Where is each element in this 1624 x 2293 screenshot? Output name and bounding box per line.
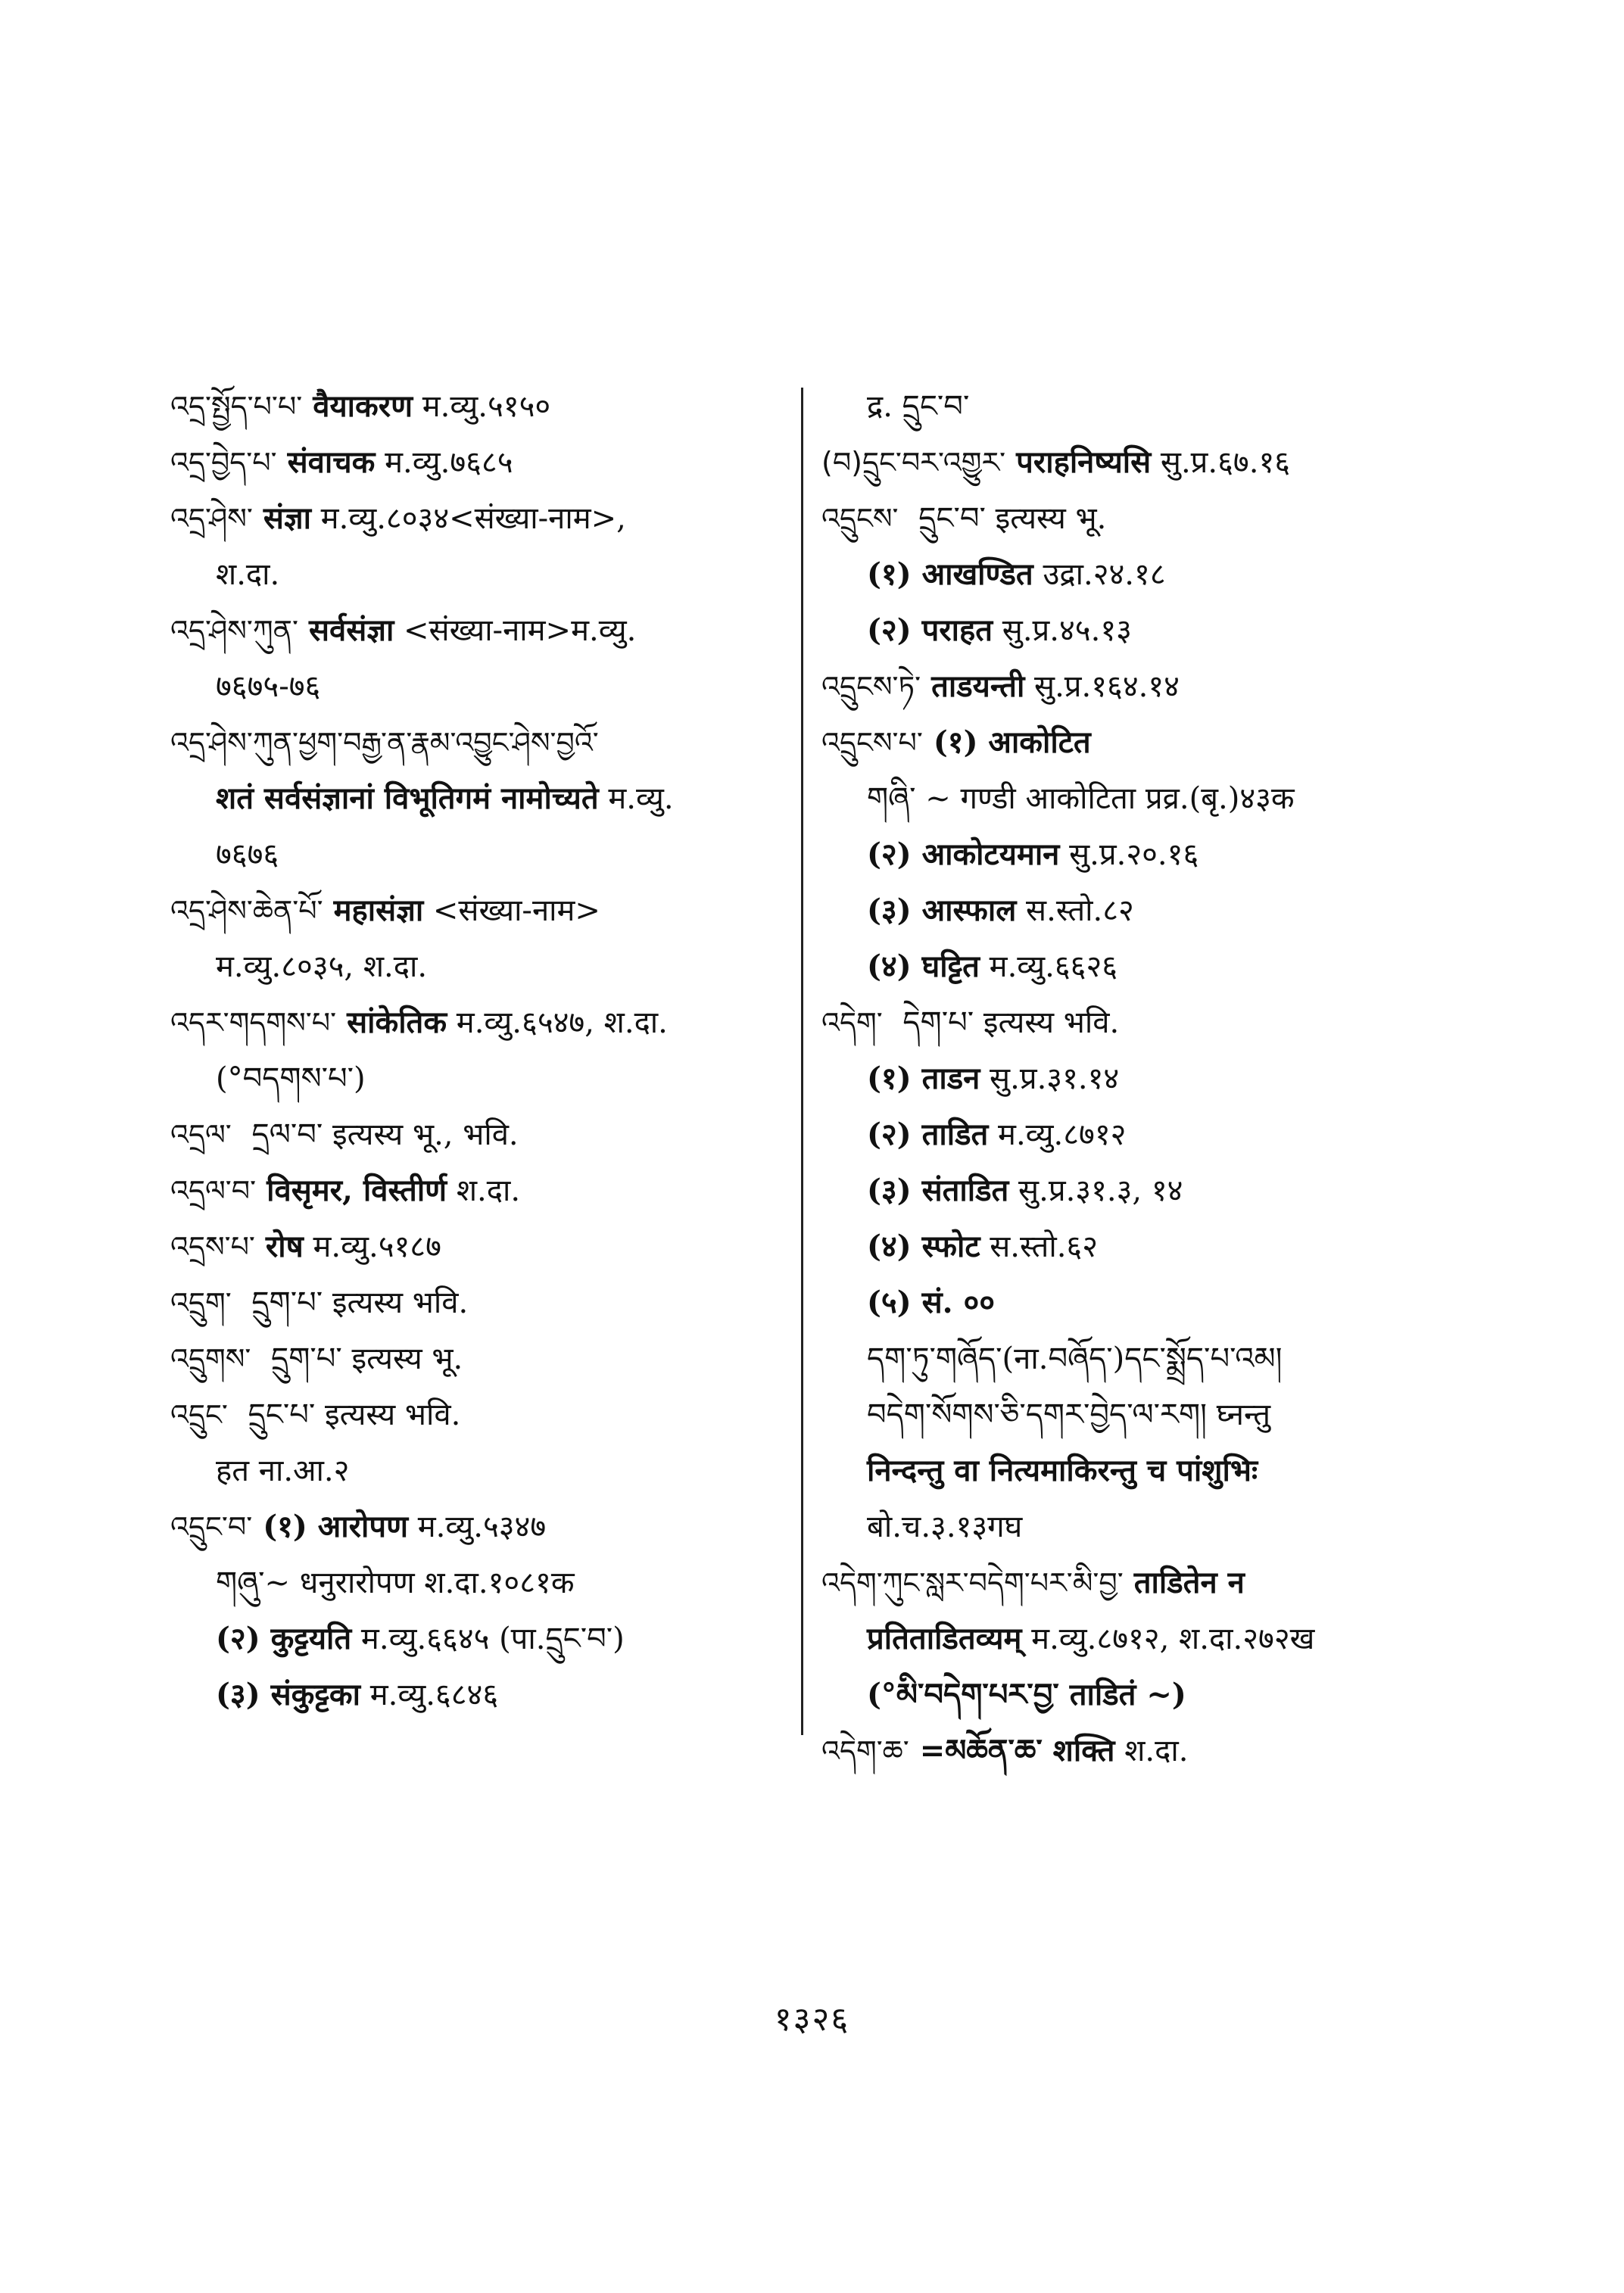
entry-line: [821, 1723, 1188, 1779]
tibetan-headword: འདར་གདགས་པ་: [170, 1006, 337, 1039]
reference-text: དེག་པ་ इत्यस्य भवि.: [893, 1005, 1120, 1040]
sanskrit-gloss: प्रतिताडितव्यम्: [867, 1621, 1022, 1656]
tibetan-headword: འདྲུག་: [170, 1286, 232, 1319]
tibetan-headword: འདྲུངས་པ་: [821, 726, 923, 759]
entry-line: [821, 995, 1119, 1051]
tibetan-headword: འདྲ་ཤེས་ཆེན་པོ་: [170, 894, 323, 927]
reference-text: म.व्यु.५३४७: [408, 1509, 547, 1544]
reference-text: सु.प्र.३१.३, १४: [1008, 1173, 1183, 1208]
entry-line: [170, 715, 609, 771]
reference-text: श.दा.: [1114, 1734, 1189, 1768]
entry-line: [867, 939, 1117, 995]
reference-text: म.व्यु.८०३४<संख्या-नाम>,: [310, 501, 626, 536]
entry-line: [170, 603, 636, 659]
reference-text: श.दा.: [447, 1173, 521, 1208]
reference-text: म.व्यु.८७१२: [988, 1117, 1127, 1152]
entry-line: [867, 379, 969, 435]
sanskrit-gloss: निन्दन्तु वा नित्यमाकिरन्तु च पांशुभिः: [867, 1453, 1258, 1488]
entry-line: [216, 827, 279, 883]
entry-line: [216, 1667, 498, 1723]
entry-line: [216, 547, 279, 603]
tibetan-headword: འདྲ་ཤེས་: [170, 502, 253, 535]
reference-text: གཞུ་~ धनुरारोपण श.दा.१०८१क: [216, 1566, 575, 1600]
tibetan-headword: འདྲུགས་: [170, 1342, 251, 1375]
entry-line: [867, 883, 1134, 939]
entry-line: [867, 1163, 1183, 1219]
sanskrit-gloss: (°མི་བདེག་པར་བྱ་ ताडितं ~): [867, 1677, 1186, 1712]
sanskrit-gloss: शतं सर्वसंज्ञानां विभूतिगमं नामोच्यते: [216, 780, 599, 816]
sanskrit-gloss: (२) पराहत: [867, 612, 993, 648]
tibetan-headword: འདྲས་པ་: [170, 1230, 255, 1263]
sanskrit-gloss: (२) आकोटयमान: [867, 837, 1060, 872]
sanskrit-gloss: (२) ताडित: [867, 1117, 989, 1152]
entry-line: [821, 659, 1180, 715]
reference-text: དྲུང་བ་ इत्यस्य भू.: [909, 501, 1107, 536]
reference-text: स.स्तो.६२: [980, 1229, 1099, 1264]
entry-line: [867, 1331, 1282, 1387]
sanskrit-gloss: (२) कुट्टयति: [216, 1621, 352, 1656]
reference-text: <संख्या-नाम>म.व्यु.: [394, 613, 637, 648]
reference-text: <संख्या-नाम>: [423, 893, 600, 928]
sanskrit-gloss: पराहनिष्यसि: [1016, 444, 1152, 480]
entry-line: [867, 1499, 1022, 1555]
tibetan-headword: འདྲ་བྱེད་པ་: [170, 446, 277, 479]
entry-line: [867, 771, 1295, 827]
reference-text: དྲུག་པ་ इत्यस्य भवि.: [242, 1285, 469, 1320]
entry-line: [170, 491, 626, 547]
sanskrit-gloss: (१) ताडन: [867, 1061, 980, 1096]
entry-line: [170, 1163, 520, 1219]
entry-line: [216, 771, 674, 827]
entry-line: [867, 1611, 1314, 1667]
sanskrit-gloss: संवाचक: [287, 444, 376, 480]
reference-text: श.दा.: [216, 557, 280, 592]
reference-text: བདེག་སོགས་ཅི་དགར་བྱེད་ལ་རག། घ्नन्तु: [867, 1397, 1271, 1432]
sanskrit-gloss: (१) आकोटित: [933, 724, 1091, 760]
sanskrit-gloss: (३) संताडित: [867, 1173, 1009, 1208]
entry-line: [170, 379, 550, 435]
entry-line: [170, 995, 668, 1051]
entry-line: [216, 1051, 366, 1107]
sanskrit-gloss: (१) आरोपण: [263, 1509, 409, 1544]
reference-text: म.व्यु.६८४६: [360, 1678, 499, 1712]
reference-text: सु.प्र.३१.१४: [980, 1061, 1120, 1096]
tibetan-headword: འདྲ་ཤེས་ཀུན་ཕྱག་བརྒྱ་ན་རྣམ་འབྱུང་ཤེས་བྱའོ་: [170, 726, 599, 759]
entry-line: [867, 1387, 1270, 1443]
entry-line: [821, 1555, 1245, 1611]
entry-line: [867, 827, 1199, 883]
sanskrit-gloss: सर्वसंज्ञा: [309, 612, 394, 648]
tibetan-headword: འདེག་ཆ་: [821, 1734, 909, 1768]
reference-text: དྲུང་པ་ इत्यस्य भवि.: [238, 1397, 461, 1432]
entry-line: [170, 1275, 468, 1331]
tibetan-headword: འདྲ་སྤྱོད་པ་པ་: [170, 390, 303, 423]
sanskrit-gloss: रोष: [265, 1229, 304, 1264]
sanskrit-gloss: संज्ञा: [263, 500, 311, 536]
sanskrit-gloss: महासंज्ञा: [333, 893, 424, 928]
entry-line: [867, 1219, 1098, 1275]
reference-text: དྲལ་བ་ इत्यस्य भू., भवि.: [242, 1117, 519, 1152]
entry-line: [867, 547, 1166, 603]
reference-text: सु.प्र.२०.१६: [1059, 837, 1199, 872]
tibetan-headword: འདྲ་ཤེས་ཀུན་: [170, 614, 298, 647]
sanskrit-gloss: सांकेतिक: [347, 1005, 447, 1040]
tibetan-headword: འདྲུང་བ་: [170, 1510, 253, 1544]
entry-line: [170, 1219, 441, 1275]
sanskrit-gloss: (५) सं. ००: [867, 1285, 996, 1320]
sanskrit-gloss: ताडितेन न: [1133, 1565, 1245, 1600]
sanskrit-gloss: (४) स्फोट: [867, 1229, 980, 1264]
tibetan-headword: འདྲལ་བ་: [170, 1174, 257, 1207]
page-number: १३२६: [774, 2000, 850, 2039]
entry-line: [216, 659, 320, 715]
entry-line: [170, 435, 513, 491]
reference-text: གཞི་ ~ गण्डी आकोटिता प्रव्र.(बृ.)४३क: [867, 781, 1295, 816]
sanskrit-gloss: (३) संकुट्टका: [216, 1677, 360, 1712]
reference-text: དྲུག་པ་ इत्यस्य भू.: [261, 1341, 463, 1376]
entry-line: [867, 1275, 995, 1331]
sanskrit-gloss: (१) आखण्डित: [867, 556, 1033, 592]
sanskrit-gloss: (४) घट्टित: [867, 949, 980, 984]
tibetan-headword: འདྲུངས་: [821, 502, 899, 535]
reference-text: म.व्यु.६६४५ (पा.དྲུང་བ་): [351, 1622, 625, 1656]
entry-line: [821, 435, 1290, 491]
reference-text: उद्रा.२४.१८: [1033, 557, 1166, 592]
tibetan-headword: (བ)དྲུང་བར་འགྱུར་: [821, 446, 1006, 479]
entry-line: [821, 491, 1106, 547]
reference-text: म.व्यु.: [598, 781, 674, 816]
reference-text: स.स्तो.८२: [1016, 893, 1134, 928]
reference-text: बो.च.३.१३गघ: [867, 1509, 1023, 1544]
entry-line: [867, 1051, 1119, 1107]
sanskrit-gloss: ताडयन्ती: [931, 668, 1025, 704]
entry-line: [216, 939, 427, 995]
reference-text: हत ना.आ.२: [216, 1453, 350, 1488]
sanskrit-gloss: =མཆོན་ཆ་ शक्ति: [919, 1733, 1115, 1768]
reference-text: सु.प्र.६७.१६: [1151, 445, 1291, 480]
sanskrit-gloss: (३) आस्फाल: [867, 893, 1017, 928]
entry-line: [867, 1107, 1126, 1163]
reference-text: द्र. དྲུང་བ་: [867, 389, 970, 424]
reference-text: सु.प्र.१६४.१४: [1024, 669, 1180, 704]
entry-line: [170, 1107, 519, 1163]
column-divider: [801, 388, 803, 1735]
reference-text: म.व्यु.८७१२, श.दा.२७२ख: [1021, 1622, 1315, 1656]
entry-line: [867, 1667, 1186, 1723]
entry-line: [867, 603, 1132, 659]
reference-text: དག་ཏུ་གཞོད་(ना.བཞོད་)དང་སྨྲོད་པ་འམ།: [867, 1341, 1283, 1376]
reference-text: म.व्यु.८०३५, श.दा.: [216, 949, 428, 984]
sanskrit-gloss: विसृमर, विस्तीर्ण: [267, 1173, 447, 1208]
tibetan-headword: འདྲུང་: [170, 1398, 228, 1432]
entry-line: [216, 1611, 625, 1667]
reference-text: म.व्यु.६५४७, श.दा.: [447, 1005, 668, 1040]
sanskrit-gloss: वैयाकरण: [313, 388, 413, 424]
reference-text: (°བདགས་པ་): [216, 1061, 366, 1096]
entry-line: [170, 883, 600, 939]
tibetan-headword: འདྲལ་: [170, 1118, 232, 1151]
reference-text: म.व्यु.५१८७: [303, 1229, 441, 1264]
tibetan-headword: འདེག་: [821, 1006, 883, 1039]
reference-text: सु.प्र.४५.१३: [993, 613, 1132, 648]
tibetan-headword: འདེག་ཀུང་སླར་བདེག་པར་མི་བྱ་: [821, 1566, 1124, 1600]
tibetan-headword: འདྲུངས་ཏེ་: [821, 670, 921, 703]
reference-text: म.व्यु.७६८५: [375, 445, 513, 480]
reference-text: म.व्यु.६६२६: [979, 949, 1118, 984]
entry-line: [170, 1387, 460, 1443]
reference-text: म.व्यु.५१५०: [413, 389, 551, 424]
entry-line: [821, 715, 1091, 771]
reference-text: ७६७६: [216, 837, 279, 872]
entry-line: [170, 1499, 546, 1555]
entry-line: [216, 1443, 349, 1499]
entry-line: [867, 1443, 1258, 1499]
reference-text: ७६७५-७६: [216, 669, 321, 704]
entry-line: [170, 1331, 463, 1387]
entry-line: [216, 1555, 575, 1611]
